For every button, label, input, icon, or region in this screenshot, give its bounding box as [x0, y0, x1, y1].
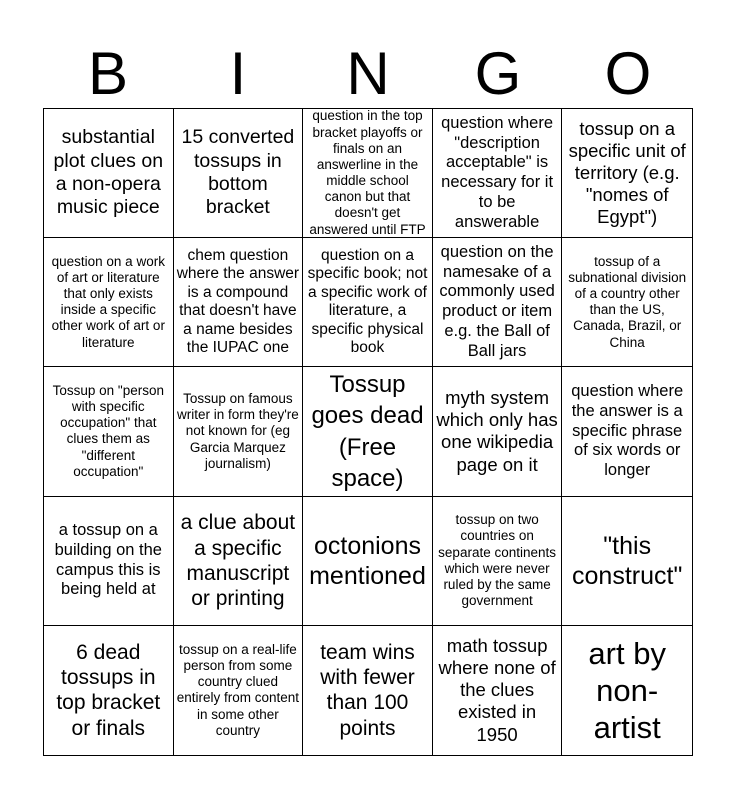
- bingo-cell-r5-c2[interactable]: tossup on a real-life person from some country clued entirely from content in some other country: [174, 626, 304, 755]
- bingo-cell-r2-c4[interactable]: question on the namesake of a commonly used product or item e.g. the Ball of Ball jars: [433, 238, 563, 367]
- bingo-cell-r5-c3[interactable]: team wins with fewer than 100 points: [303, 626, 433, 755]
- bingo-cell-r4-c4[interactable]: tossup on two countries on separate continents which were never ruled by the same government: [433, 497, 563, 626]
- header-letter-o: O: [604, 40, 652, 107]
- header-letter-g: G: [474, 40, 522, 107]
- bingo-cell-r1-c1[interactable]: substantial plot clues on a non-opera music piece: [44, 109, 174, 238]
- bingo-cell-r4-c3[interactable]: octonions mentioned: [303, 497, 433, 626]
- bingo-cell-r2-c3[interactable]: question on a specific book; not a specific work of literature, a specific physical book: [303, 238, 433, 367]
- bingo-cell-r5-c1[interactable]: 6 dead tossups in top bracket or finals: [44, 626, 174, 755]
- bingo-cell-r2-c2[interactable]: chem question where the answer is a compound that doesn't have a name besides the IUPAC one: [174, 238, 304, 367]
- bingo-cell-r1-c4[interactable]: question where "description acceptable" is necessary for it to be answerable: [433, 109, 563, 238]
- bingo-cell-r5-c5[interactable]: art by non-artist: [588, 635, 666, 745]
- bingo-cell-r5-c4[interactable]: math tossup where none of the clues existed in 1950: [433, 626, 563, 755]
- header-letter-b: B: [87, 40, 129, 107]
- header-letter-i: I: [229, 40, 247, 107]
- bingo-cell-r4-c1[interactable]: a tossup on a building on the campus this is being held at: [44, 497, 174, 626]
- bingo-cell-r3-c4[interactable]: myth system which only has one wikipedia page on it: [433, 367, 563, 496]
- bingo-header: [43, 40, 693, 108]
- bingo-cell-r2-c1[interactable]: question on a work of art or literature that only exists inside a specific other work of art or literature: [44, 238, 174, 367]
- bingo-cell-r4-c2[interactable]: a clue about a specific manuscript or printing: [174, 497, 304, 626]
- bingo-cell-r3-c2[interactable]: Tossup on famous writer in form they're not known for (eg Garcia Marquez journalism): [174, 367, 304, 496]
- bingo-cell-r3-c5[interactable]: question where the answer is a specific phrase of six words or longer: [562, 367, 692, 496]
- bingo-cell-r4-c5[interactable]: "this construct": [562, 497, 692, 626]
- bingo-cell-r1-c5[interactable]: tossup on a specific unit of territory (e.g. "nomes of Egypt"): [562, 109, 692, 238]
- bingo-cell-r1-c3[interactable]: question in the top bracket playoffs or finals on an answerline in the middle school canon but that doesn't get answered until FTP: [303, 109, 433, 238]
- bingo-cell-r1-c2[interactable]: 15 converted tossups in bottom bracket: [174, 109, 304, 238]
- bingo-cell-r2-c5[interactable]: tossup of a subnational division of a country other than the US, Canada, Brazil, or China: [562, 238, 692, 367]
- header-letter-n: N: [346, 40, 390, 107]
- bingo-grid: [43, 108, 693, 756]
- bingo-cell-r3-c3-free-space[interactable]: Tossup goes dead (Free space): [303, 367, 433, 496]
- bingo-cell-r3-c1[interactable]: Tossup on "person with specific occupation" that clues them as "different occupation": [44, 367, 174, 496]
